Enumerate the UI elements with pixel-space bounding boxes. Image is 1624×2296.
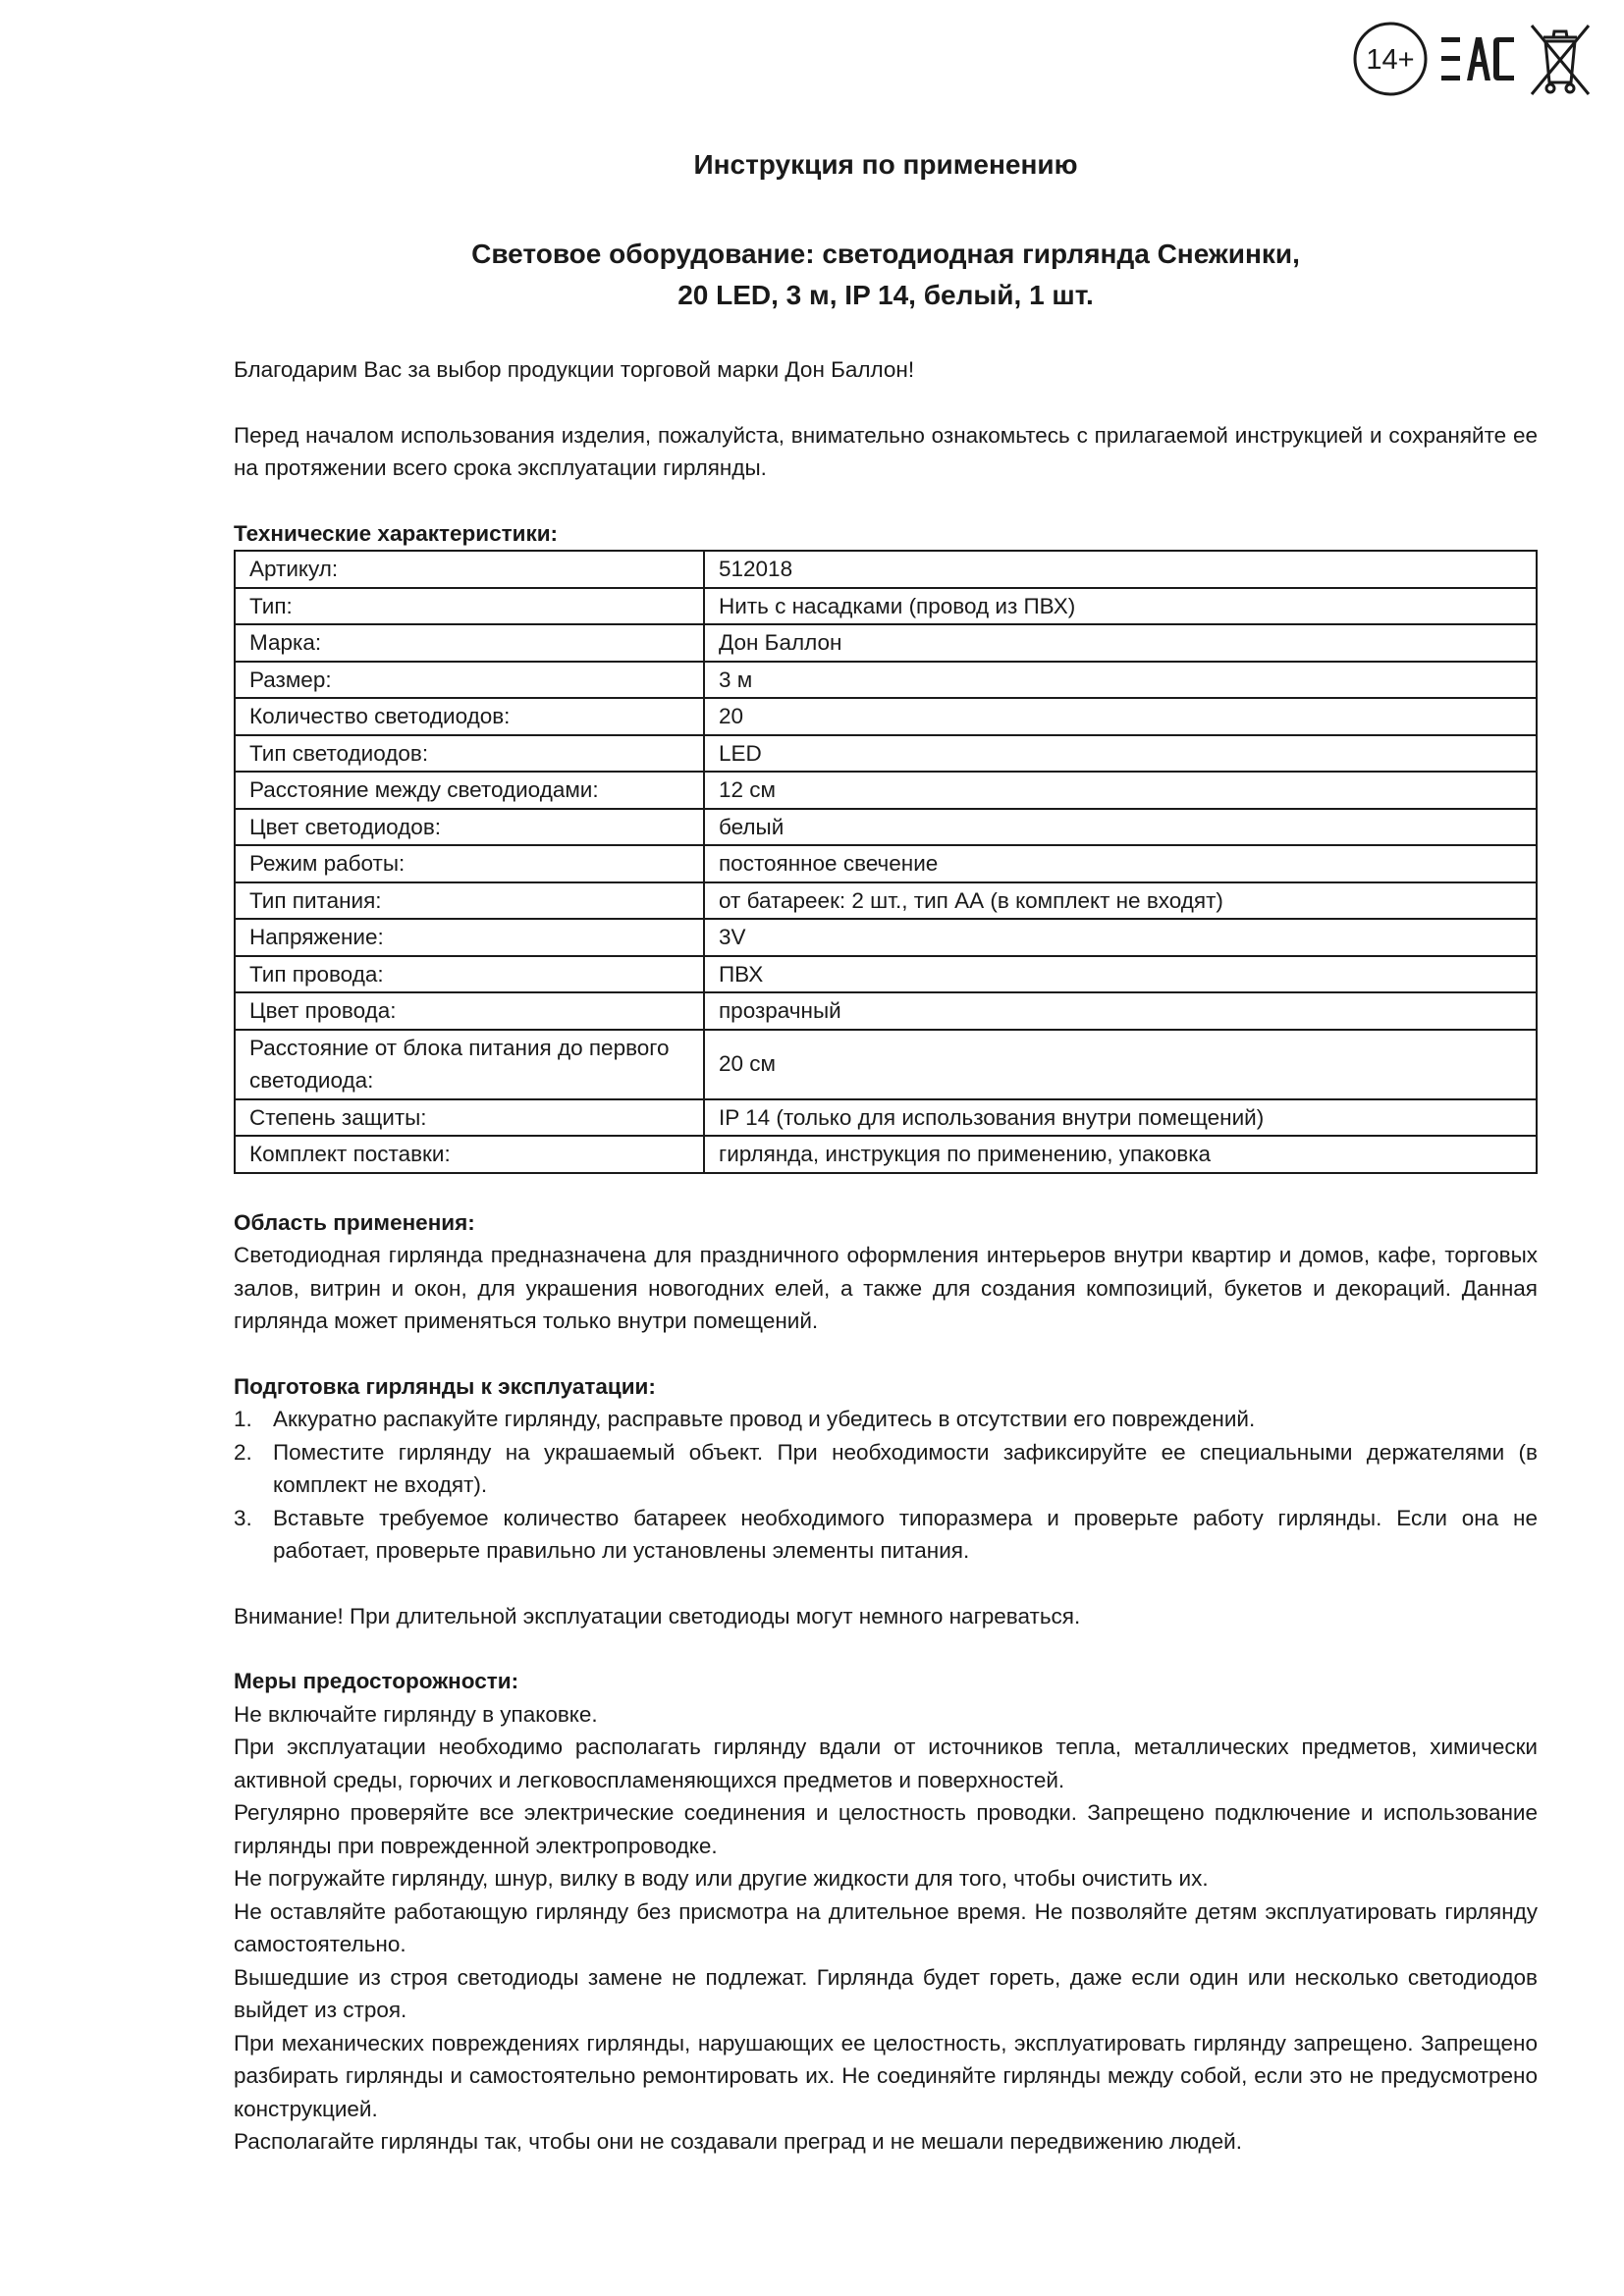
spec-key: Артикул: xyxy=(235,551,704,588)
spec-value: ПВХ xyxy=(704,956,1537,993)
specs-row xyxy=(235,698,1537,735)
product-title-line-2: 20 LED, 3 м, IP 14, белый, 1 шт. xyxy=(677,280,1094,310)
spec-value: от батареек: 2 шт., тип АА (в комплект не входят) xyxy=(704,882,1537,920)
spec-key: Марка: xyxy=(235,624,704,662)
spec-key: Цвет светодиодов: xyxy=(235,809,704,846)
specs-row xyxy=(235,1030,1537,1099)
specs-row xyxy=(235,919,1537,956)
specs-table xyxy=(234,550,1538,1174)
spec-key: Тип: xyxy=(235,588,704,625)
specs-row xyxy=(235,809,1537,846)
specs-row xyxy=(235,1136,1537,1173)
instruction-document xyxy=(234,149,1538,2159)
step-number: 3. xyxy=(234,1505,252,1530)
preparation-step xyxy=(234,1403,1538,1436)
certification-marks xyxy=(1351,20,1595,98)
spec-value: прозрачный xyxy=(704,992,1537,1030)
step-text: Вставьте требуемое количество батареек необходимого типоразмера и проверьте работу гирлянды. Если она не работает, проверьте правильно ли установлены элементы питания. xyxy=(273,1505,1538,1563)
weee-bin-icon xyxy=(1526,20,1595,98)
usage-heading: Область применения: xyxy=(234,1209,475,1235)
precaution-item: При эксплуатации необходимо располагать гирлянду вдали от источников тепла, металлических предметов, химически активной среды, горючих и легковоспламеняющихся предметов и поверхностей. xyxy=(234,1735,1538,1792)
eac-mark-icon xyxy=(1439,34,1516,83)
spec-value: 12 см xyxy=(704,772,1537,809)
specs-row xyxy=(235,551,1537,588)
warning-paragraph: Внимание! При длительной эксплуатации светодиоды могут немного нагреваться. xyxy=(234,1603,1081,1629)
spec-value: LED xyxy=(704,735,1537,773)
spec-key: Комплект поставки: xyxy=(235,1136,704,1173)
precaution-item: Регулярно проверяйте все электрические соединения и целостность проводки. Запрещено подключение и использование гирлянды при поврежденной электропроводке. xyxy=(234,1800,1538,1858)
spec-value: 3 м xyxy=(704,662,1537,699)
spec-key: Режим работы: xyxy=(235,845,704,882)
spec-value: постоянное свечение xyxy=(704,845,1537,882)
preparation-step xyxy=(234,1502,1538,1568)
specs-row xyxy=(235,882,1537,920)
spec-key: Степень защиты: xyxy=(235,1099,704,1137)
usage-paragraph: Светодиодная гирлянда предназначена для праздничного оформления интерьеров внутри квартир и домов, кафе, торговых залов, витрин и окон, для украшения новогодних елей, а также для создания композиций, букетов и декораций. Данная гирлянда может применяться только внутри помещений. xyxy=(234,1243,1538,1333)
spec-key: Расстояние между светодиодами: xyxy=(235,772,704,809)
precaution-item: Вышедшие из строя светодиоды замене не подлежат. Гирлянда будет гореть, даже если один или несколько светодиодов выйдет из строя. xyxy=(234,1964,1538,2022)
precaution-item: Не оставляйте работающую гирлянду без присмотра на длительное время. Не позволяйте детям эксплуатировать гирлянду самостоятельно. xyxy=(234,1898,1538,1956)
spec-value: гирлянда, инструкция по применению, упаковка xyxy=(704,1136,1537,1173)
specs-row xyxy=(235,588,1537,625)
preparation-step xyxy=(234,1436,1538,1502)
precaution-item: Не погружайте гирлянду, шнур, вилку в воду или другие жидкости для того, чтобы очистить их. xyxy=(234,1866,1209,1891)
spec-key: Тип светодиодов: xyxy=(235,735,704,773)
spec-value: 20 xyxy=(704,698,1537,735)
step-number: 1. xyxy=(234,1407,252,1431)
spec-key: Цвет провода: xyxy=(235,992,704,1030)
spec-key: Размер: xyxy=(235,662,704,699)
spec-key: Напряжение: xyxy=(235,919,704,956)
specs-row xyxy=(235,992,1537,1030)
spec-value: Дон Баллон xyxy=(704,624,1537,662)
preparation-steps xyxy=(234,1403,1538,1568)
specs-row xyxy=(235,956,1537,993)
spec-value: 512018 xyxy=(704,551,1537,588)
spec-key: Тип провода: xyxy=(235,956,704,993)
precaution-item: Располагайте гирлянды так, чтобы они не создавали преград и не мешали передвижению людей. xyxy=(234,2129,1243,2154)
spec-value: 20 см xyxy=(704,1030,1537,1099)
specs-table-body xyxy=(235,551,1537,1173)
spec-key: Расстояние от блока питания до первого светодиода: xyxy=(235,1030,704,1099)
step-text: Аккуратно распакуйте гирлянду, расправьте провод и убедитесь в отсутствии его повреждений. xyxy=(273,1407,1256,1431)
specs-heading: Технические характеристики: xyxy=(234,520,559,546)
spec-key: Количество светодиодов: xyxy=(235,698,704,735)
spec-value: 3V xyxy=(704,919,1537,956)
specs-row xyxy=(235,735,1537,773)
step-number: 2. xyxy=(234,1439,252,1465)
precautions-list xyxy=(234,1698,1538,2159)
precaution-item: Не включайте гирлянду в упаковке. xyxy=(234,1701,598,1727)
step-text: Поместите гирлянду на украшаемый объект. При необходимости зафиксируйте ее специальными держателями (в комплект не входят). xyxy=(273,1439,1538,1497)
precautions-heading: Меры предосторожности: xyxy=(234,1669,519,1693)
specs-row xyxy=(235,624,1537,662)
spec-value: Нить с насадками (провод из ПВХ) xyxy=(704,588,1537,625)
specs-row xyxy=(235,662,1537,699)
age-rating-text: 14+ xyxy=(1366,44,1415,76)
spec-value: IP 14 (только для использования внутри помещений) xyxy=(704,1099,1537,1137)
preparation-heading: Подготовка гирлянды к эксплуатации: xyxy=(234,1373,656,1399)
product-title-line-1: Световое оборудование: светодиодная гирлянда Снежинки, xyxy=(471,239,1300,269)
before-use-paragraph: Перед началом использования изделия, пожалуйста, внимательно ознакомьтесь с прилагаемой инструкцией и сохраняйте ее на протяжении всего срока эксплуатации гирлянды. xyxy=(234,422,1538,480)
spec-key: Тип питания: xyxy=(235,882,704,920)
specs-row xyxy=(235,845,1537,882)
product-title xyxy=(234,234,1538,316)
specs-row xyxy=(235,1099,1537,1137)
age-rating-icon xyxy=(1351,20,1430,98)
document-title: Инструкция по применению xyxy=(693,149,1078,180)
spec-value: белый xyxy=(704,809,1537,846)
precaution-item: При механических повреждениях гирлянды, нарушающих ее целостность, эксплуатировать гирлянду запрещено. Запрещено разбирать гирлянды и самостоятельно ремонтировать их. Не соединяйте гирлянды между собой, если это не предусмотрено конструкцией. xyxy=(234,2030,1538,2121)
specs-row xyxy=(235,772,1537,809)
thanks-paragraph: Благодарим Вас за выбор продукции торговой марки Дон Баллон! xyxy=(234,357,915,382)
